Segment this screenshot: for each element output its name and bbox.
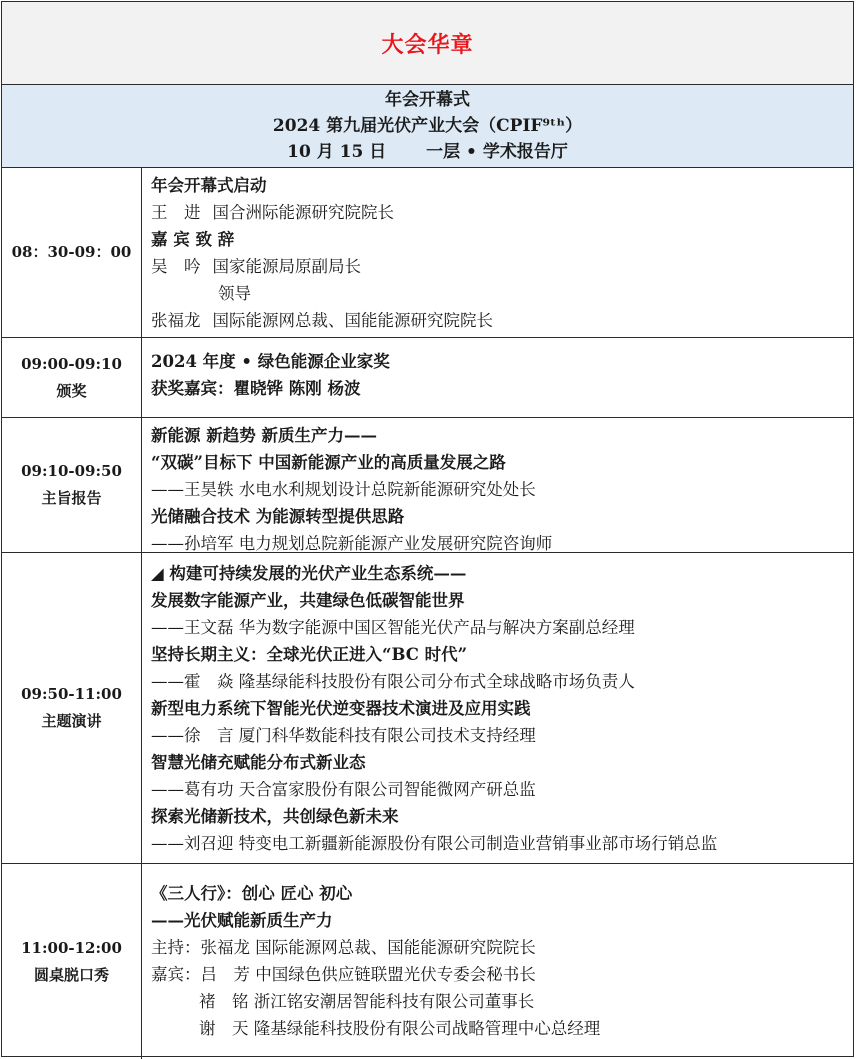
agenda-line: 年会开幕式启动 <box>151 176 267 195</box>
time-cell <box>2 168 142 337</box>
session-label: 主旨报告 <box>41 489 102 507</box>
agenda-line: 发展数字能源产业，共建绿色低碳智能世界 <box>151 591 465 610</box>
agenda-line: ——葛有功 天合富家股份有限公司智能微网产研总监 <box>151 780 536 799</box>
session-label: 圆桌脱口秀 <box>33 965 109 984</box>
header-line-1: 年会开幕式 <box>385 90 470 110</box>
session-row <box>2 553 853 864</box>
session-row <box>2 864 853 1059</box>
agenda-line: ——光伏赋能新质生产力 <box>151 911 333 930</box>
session-time: 09:50-11:00 <box>21 685 122 703</box>
time-cell <box>2 338 142 417</box>
session-header <box>2 85 853 168</box>
agenda-line <box>151 253 853 280</box>
speaker-name: 张福龙 <box>151 311 201 330</box>
speaker-title: 国家能源局原副局长 <box>212 257 361 276</box>
speaker-name: 吴 吟 <box>151 257 201 276</box>
speaker-title: 国合洲际能源研究院院长 <box>212 203 394 222</box>
content-cell <box>142 553 853 863</box>
session-row <box>2 338 853 418</box>
agenda-line: ——王文磊 华为数字能源中国区智能光伏产品与解决方案副总经理 <box>151 618 635 637</box>
agenda-line: 谢 天 隆基绿能科技股份有限公司战略管理中心总经理 <box>199 1019 601 1038</box>
speaker-title: 领导 <box>218 284 251 303</box>
session-label: 主题演讲 <box>41 712 102 730</box>
agenda-line: 主持：张福龙 国际能源网总裁、国能能源研究院院长 <box>151 938 536 957</box>
agenda-line: ——王昊轶 水电水利规划设计总院新能源研究处处长 <box>151 480 536 499</box>
agenda-line: 新型电力系统下智能光伏逆变器技术演进及应用实践 <box>151 699 531 718</box>
time-cell <box>2 418 142 552</box>
session-time: 09:00-09:10 <box>21 354 122 373</box>
agenda-line: 获奖嘉宾：瞿晓铧 陈刚 杨波 <box>151 379 361 398</box>
header-line-2: 2024 第九届光伏产业大会（CPIF⁹ᵗʰ） <box>272 116 583 136</box>
agenda-line: ——孙培军 电力规划总院新能源产业发展研究院咨询师 <box>151 534 553 553</box>
agenda-line: 坚持长期主义：全球光伏正进入“BC 时代” <box>151 645 468 664</box>
agenda-line: ◢ 构建可持续发展的光伏产业生态系统—— <box>151 564 467 583</box>
agenda-line: “双碳”目标下 中国新能源产业的高质量发展之路 <box>151 453 506 472</box>
agenda-line: 嘉宾：吕 芳 中国绿色供应链联盟光伏专委会秘书长 <box>151 965 536 984</box>
header-date: 10 月 15 日 <box>287 142 387 162</box>
session-row <box>2 418 853 553</box>
agenda-line <box>151 307 853 334</box>
agenda-line: 光储融合技术 为能源转型提供思路 <box>151 507 405 526</box>
time-cell <box>2 864 142 1059</box>
speaker-title: 国际能源网总裁、国能能源研究院院长 <box>212 311 493 330</box>
session-row <box>2 168 853 338</box>
session-time: 11:00-12:00 <box>21 938 122 957</box>
agenda-line: 《三人行》：创心 匠心 初心 <box>151 884 353 903</box>
agenda-line: ——刘召迎 特变电工新疆新能源股份有限公司制造业营销事业部市场行销总监 <box>151 834 718 853</box>
content-cell <box>142 864 853 1059</box>
content-cell <box>142 418 853 552</box>
session-time: 09:10-09:50 <box>21 462 122 480</box>
speaker-name: 王 进 <box>151 203 201 222</box>
agenda-line: ——霍 焱 隆基绿能科技股份有限公司分布式全球战略市场负责人 <box>151 672 635 691</box>
agenda-line: ——徐 言 厦门科华数能科技有限公司技术支持经理 <box>151 726 536 745</box>
agenda-line: 探索光储新技术，共创绿色新未来 <box>151 807 399 826</box>
agenda-line: 2024 年度 • 绿色能源企业家奖 <box>151 352 390 371</box>
content-cell <box>142 168 853 337</box>
header-venue: 一层 • 学术报告厅 <box>426 142 568 162</box>
agenda-title: 大会华章 <box>381 31 474 58</box>
agenda-line <box>151 199 853 226</box>
time-cell <box>2 553 142 863</box>
agenda-title-row <box>2 2 853 85</box>
content-cell <box>142 338 853 417</box>
agenda-line: 嘉 宾 致 辞 <box>151 230 235 249</box>
session-time: 08：30-09：00 <box>11 243 132 261</box>
session-label: 颁奖 <box>56 381 87 400</box>
agenda-line: 褚 铭 浙江铭安潮居智能科技有限公司董事长 <box>199 992 535 1011</box>
agenda-line: 新能源 新趋势 新质生产力—— <box>151 426 377 445</box>
agenda-line: 智慧光储充赋能分布式新业态 <box>151 753 366 772</box>
agenda-line <box>151 280 853 307</box>
header-line-3 <box>287 139 568 165</box>
agenda-table <box>1 1 854 1057</box>
